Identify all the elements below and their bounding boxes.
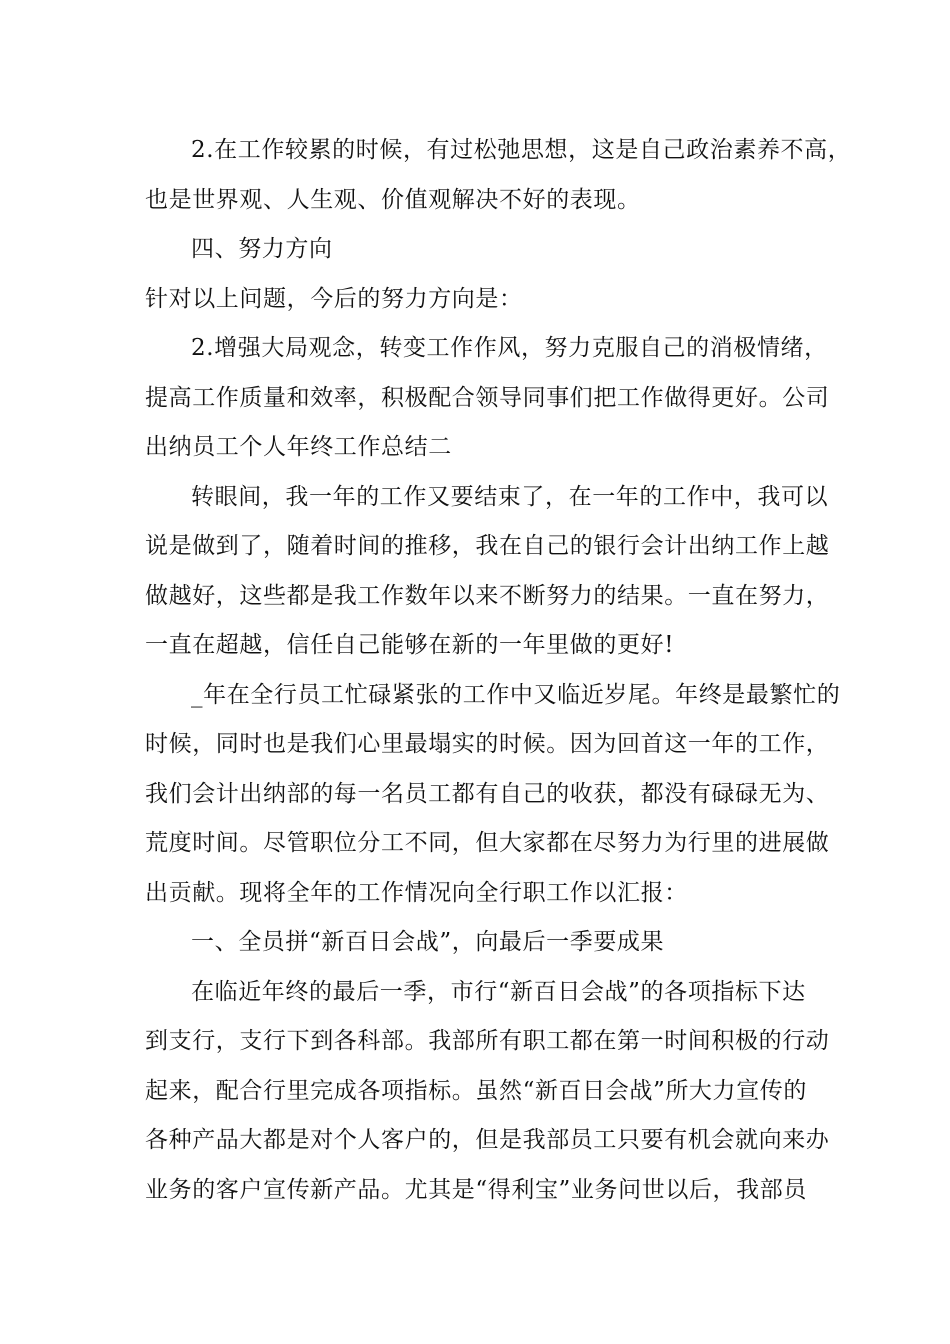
section-heading: 四、努力方向: [191, 236, 333, 262]
text-line: 说是做到了，随着时间的推移，我在自己的银行会计出纳工作上越: [145, 533, 830, 559]
text-line: 针对以上问题，今后的努力方向是：: [145, 285, 523, 312]
text-line: 起来，配合行里完成各项指标。虽然“新百日会战”所大力宣传的: [145, 1077, 807, 1104]
text-line: 荒度时间。尽管职位分工不同，但大家都在尽努力为行里的进展做: [145, 830, 830, 856]
document-subtitle: 出纳员工个人年终工作总结二: [145, 434, 452, 460]
text-line: 在临近年终的最后一季，市行“新百日会战”的各项指标下达: [191, 978, 806, 1005]
text-line: 出贡献。现将全年的工作情况向全行职工作以汇报：: [145, 879, 688, 906]
text-line: 转眼间，我一年的工作又要结束了，在一年的工作中，我可以: [191, 483, 829, 510]
text-line: 业务的客户宣传新产品。尤其是“得利宝”业务问世以后，我部员: [145, 1176, 807, 1203]
text-line: 2.增强大局观念，转变工作作风，努力克服自己的消极情绪，: [191, 335, 828, 361]
text-line: 到支行，支行下到各科部。我部所有职工都在第一时间积极的行动: [145, 1028, 830, 1054]
document-body: [145, 126, 852, 1215]
text-line: 各种产品大都是对个人客户的，但是我部员工只要有机会就向来办: [145, 1127, 830, 1153]
text-line: 提高工作质量和效率，积极配合领导同事们把工作做得更好。公司: [145, 384, 830, 411]
text-line: 2.在工作较累的时候，有过松弛思想，这是自己政治素养不高，: [191, 137, 852, 163]
text-line: _年在全行员工忙碌紧张的工作中又临近岁尾。年终是最繁忙的: [191, 681, 841, 708]
text-line: 一直在超越，信任自己能够在新的一年里做的更好!: [145, 632, 675, 658]
text-line: 做越好，这些都是我工作数年以来不断努力的结果。一直在努力，: [145, 582, 830, 609]
text-line: 也是世界观、人生观、价值观解决不好的表现。: [145, 186, 641, 213]
text-line: 我们会计出纳部的每一名员工都有自己的收获，都没有碌碌无为、: [145, 780, 830, 807]
section-heading: 一、全员拼“新百日会战”，向最后一季要成果: [191, 929, 665, 955]
text-line: 时候，同时也是我们心里最塌实的时候。因为回首这一年的工作，: [145, 731, 830, 757]
